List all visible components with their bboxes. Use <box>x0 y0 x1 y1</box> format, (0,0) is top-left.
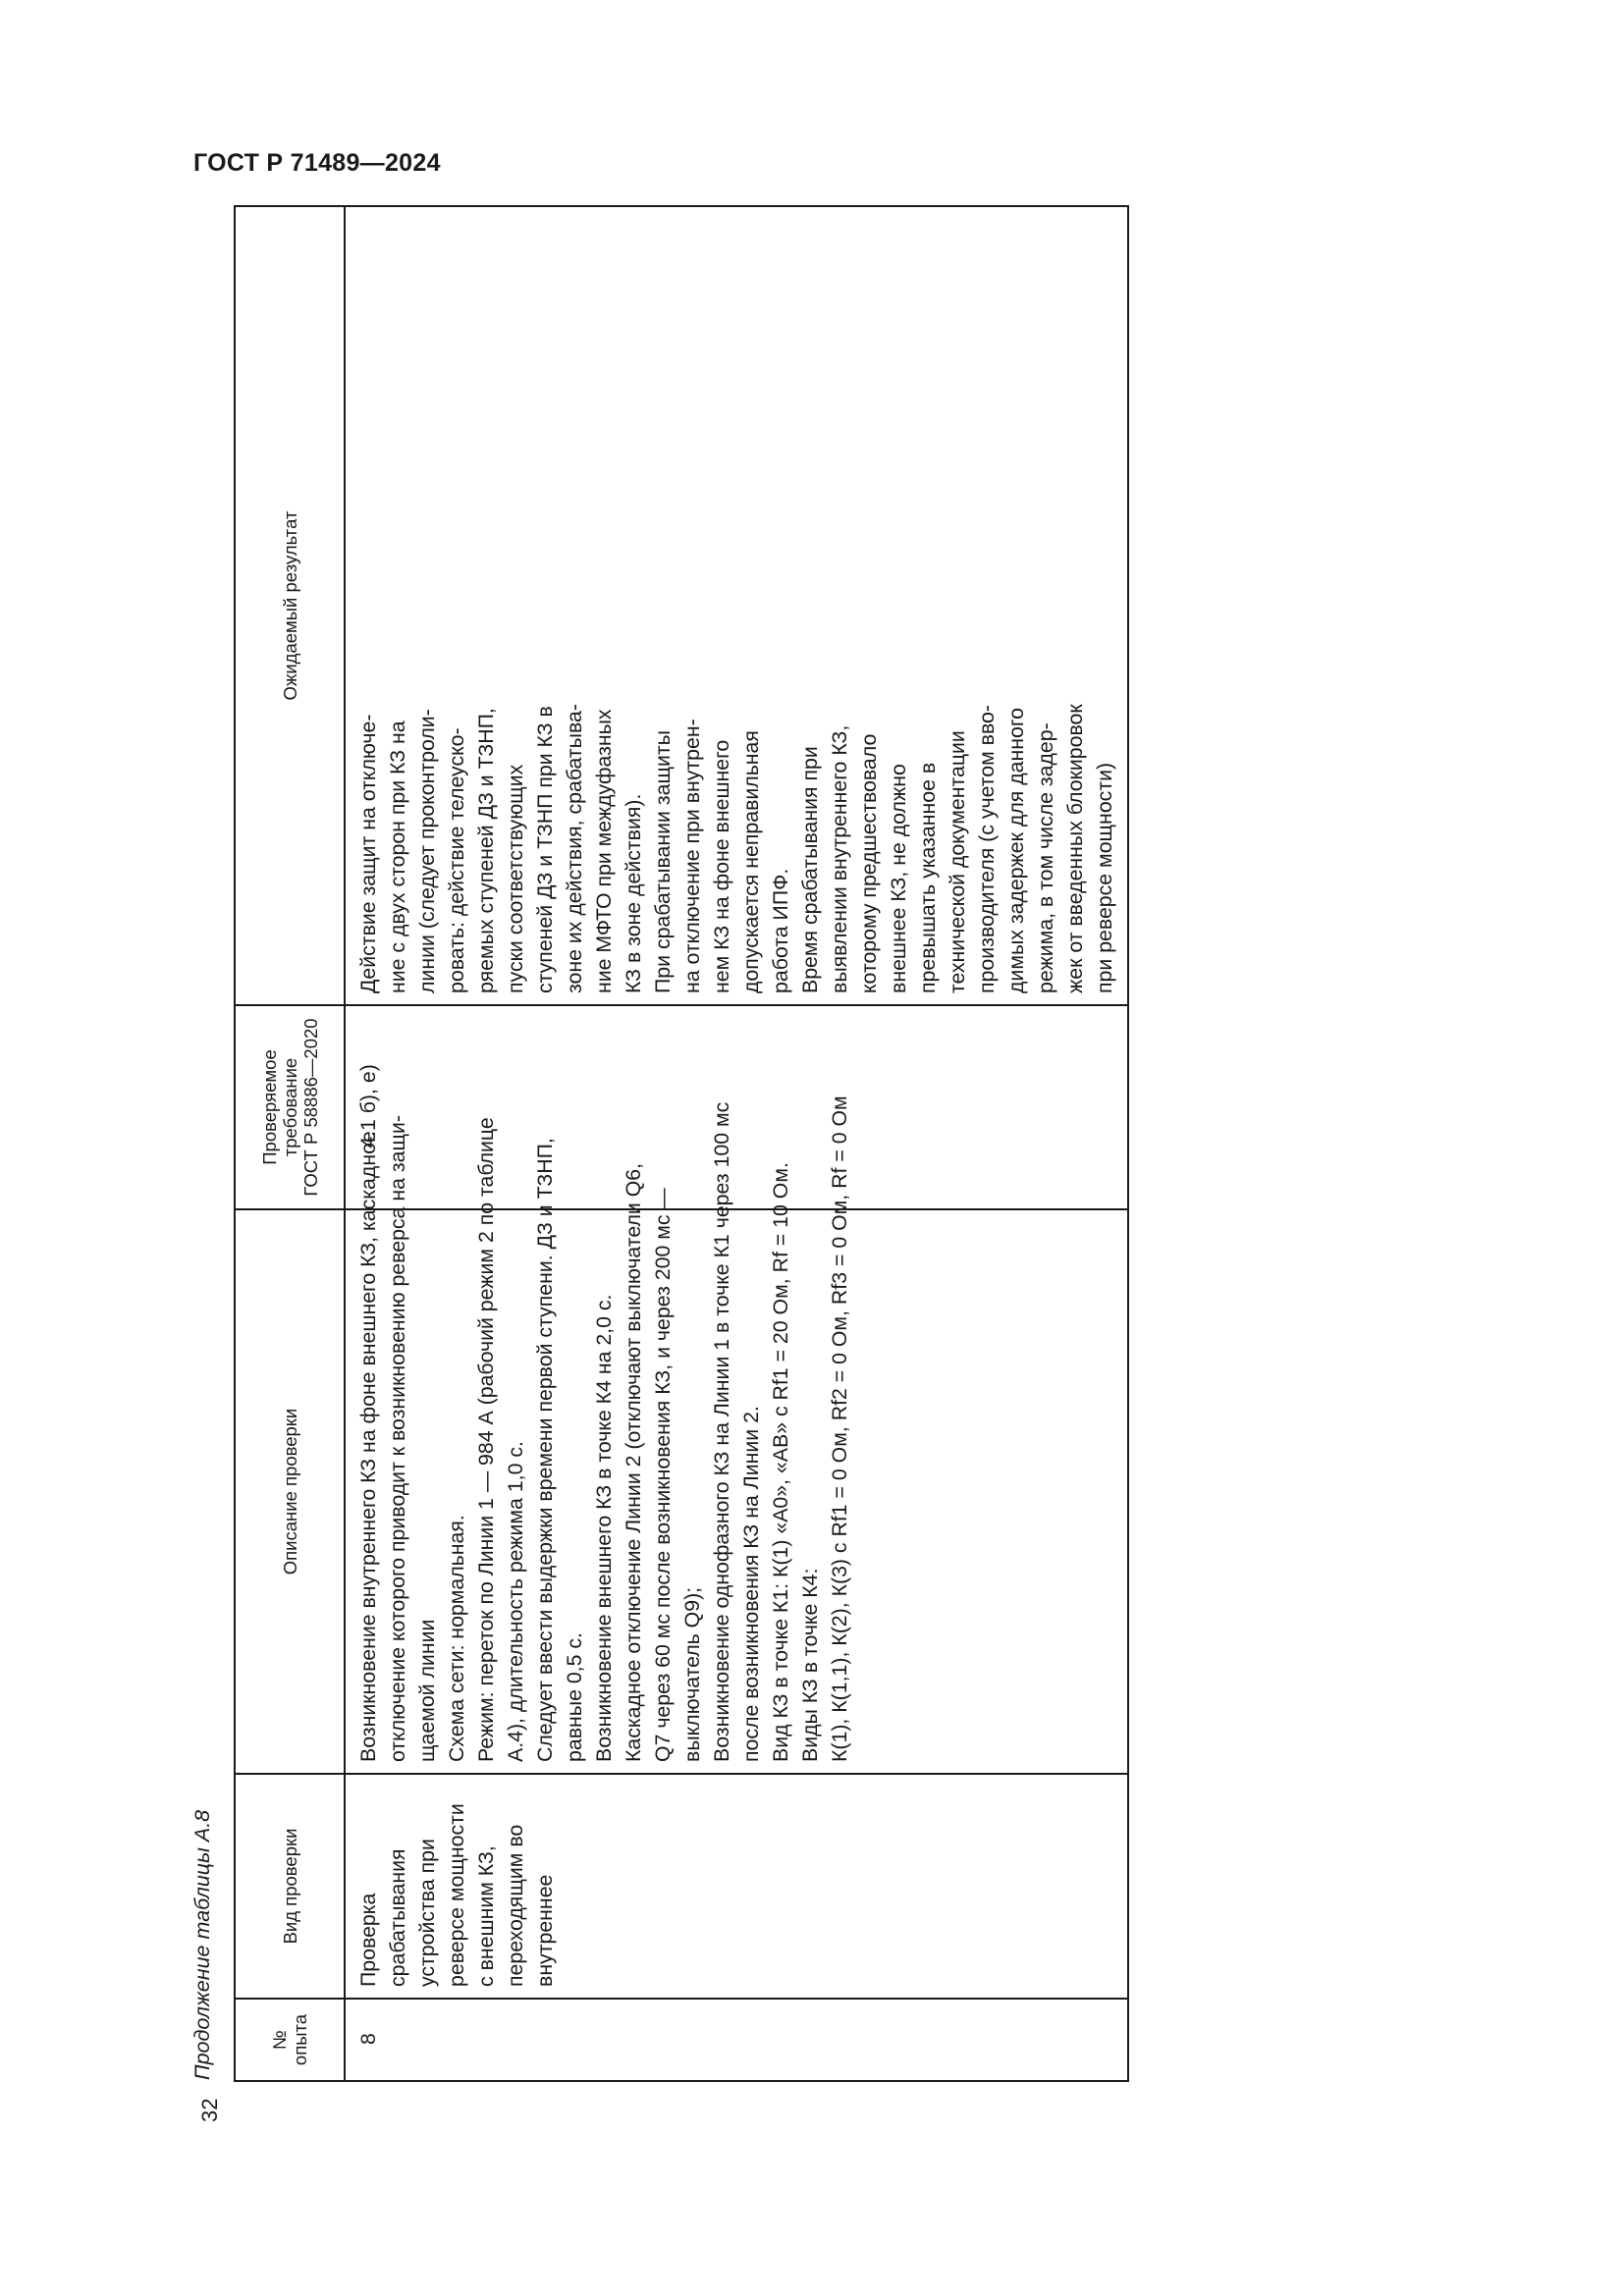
expected-line: выявлении внутреннего КЗ, <box>828 724 851 993</box>
description-line: Каскадное отключение Линии 2 (отключают выключатели Q6, <box>622 1162 645 1762</box>
description-line: отключение которого приводит к возникновению реверса на защи- <box>386 1115 409 1762</box>
expected-result-cell <box>345 206 1128 1005</box>
expected-line: при реверсе мощности) <box>1093 762 1116 993</box>
test-number-cell: 8 <box>345 1999 1128 2081</box>
header-number-line-2: опыта <box>290 2013 310 2066</box>
test-table <box>234 205 1129 2082</box>
expected-line: пуски соответствующих <box>504 764 527 993</box>
check-type-line: срабатывания <box>386 1848 409 1987</box>
description-line: Виды КЗ в точке К4: <box>798 1568 822 1762</box>
table-row <box>345 206 1128 2081</box>
check-type-line: внутреннее <box>533 1874 557 1987</box>
expected-line: линии (следует проконтроли- <box>415 709 439 993</box>
expected-line: ние с двух сторон при КЗ на <box>386 721 409 993</box>
header-req-line-1: Проверяемое <box>258 1049 280 1165</box>
col-header-number <box>235 1999 345 2081</box>
table-caption: Продолжение таблицы А.8 <box>190 1809 214 2080</box>
check-type-cell <box>345 1774 1128 1999</box>
expected-line: превышать указанное в <box>916 762 940 993</box>
check-type-line: переходящим во <box>504 1824 527 1987</box>
description-line: Режим: переток по Линии 1 — 984 А (рабочий режим 2 по таблице <box>474 1117 498 1762</box>
header-req-line-2: требование <box>279 1057 300 1157</box>
check-type-line: реверсе мощности <box>445 1803 468 1987</box>
description-line: Возникновение однофазного КЗ на Линии 1 в точке К1 через 100 мс <box>710 1101 733 1762</box>
expected-line: жек от введенных блокировок <box>1063 704 1087 993</box>
expected-line: Время срабатывания при <box>798 746 822 993</box>
requirement-cell: 4.1 б), е) <box>345 1005 1128 1209</box>
expected-line: ровать: действие телеуско- <box>445 727 468 993</box>
col-header-requirement <box>235 1005 345 1209</box>
expected-line: работа ИПФ. <box>769 868 792 993</box>
description-line: Следует ввести выдержки времени первой ступени. ДЗ и ТЗНП, <box>533 1138 557 1762</box>
expected-line: которому предшествовало <box>857 733 881 993</box>
header-req-line-3: ГОСТ Р 58886—2020 <box>299 1018 321 1197</box>
description-line: равные 0,5 с. <box>563 1632 586 1762</box>
description-line: К(1), К(1,1), К(2), К(3) с Rf1 = 0 Ом, Rf2 = 0 Ом, Rf3 = 0 Ом, Rf = 0 Ом <box>828 1095 851 1762</box>
expected-line: внешнее КЗ, не должно <box>887 764 910 993</box>
table-header-row <box>235 206 345 2081</box>
description-line: после возникновения КЗ на Линии 2. <box>739 1406 763 1762</box>
check-type-line: устройства при <box>415 1839 439 1987</box>
expected-line: на отключение при внутрен- <box>680 719 704 993</box>
description-line: А.4), длительность режима 1,0 с. <box>504 1441 527 1762</box>
col-header-check-type: Вид проверки <box>235 1774 345 1999</box>
expected-line: ряемых ступеней ДЗ и ТЗНП, <box>474 708 498 993</box>
description-line: Схема сети: нормальная. <box>445 1515 468 1762</box>
rotated-table-block <box>173 207 1115 2082</box>
expected-line: ние МФТО при междуфазных <box>592 709 616 993</box>
expected-line: технической документации <box>946 730 969 993</box>
expected-line: димых задержек для данного <box>1004 708 1028 993</box>
col-header-description: Описание проверки <box>235 1209 345 1774</box>
document-code: ГОСТ Р 71489—2024 <box>193 149 441 177</box>
description-line: выключатель Q9); <box>680 1586 704 1762</box>
expected-line: режима, в том числе задер- <box>1034 722 1057 993</box>
header-number-line-1: № <box>269 2030 290 2050</box>
description-line: Возникновение внутреннего КЗ на фоне внешнего КЗ, каскадное <box>356 1131 380 1762</box>
expected-line: КЗ в зоне действия). <box>622 793 645 993</box>
check-type-line: с внешним КЗ, <box>474 1845 498 1987</box>
expected-line: зоне их действия, срабатыва- <box>563 704 586 993</box>
check-type-line: Проверка <box>356 1893 380 1987</box>
expected-line: При срабатывании защиты <box>651 730 675 993</box>
description-line: Возникновение внешнего КЗ в точке К4 на 2,0 с. <box>592 1294 616 1762</box>
page-number: 32 <box>197 2098 222 2122</box>
expected-line: производителя (с учетом вво- <box>975 705 999 993</box>
expected-line: нем КЗ на фоне внешнего <box>710 739 733 993</box>
expected-line: допускается неправильная <box>739 730 763 993</box>
description-line: Q7 через 60 мс после возникновения КЗ, и через 200 мс — <box>651 1188 675 1762</box>
col-header-expected: Ожидаемый результат <box>235 206 345 1005</box>
expected-line: Действие защит на отключе- <box>356 714 380 993</box>
description-line: щаемой линии <box>415 1619 439 1762</box>
description-line: Вид КЗ в точке К1: К(1) «А0», «АВ» с Rf1 = 20 Ом, Rf = 10 Ом. <box>769 1162 792 1762</box>
expected-line: ступеней ДЗ и ТЗНП при КЗ в <box>533 706 557 993</box>
